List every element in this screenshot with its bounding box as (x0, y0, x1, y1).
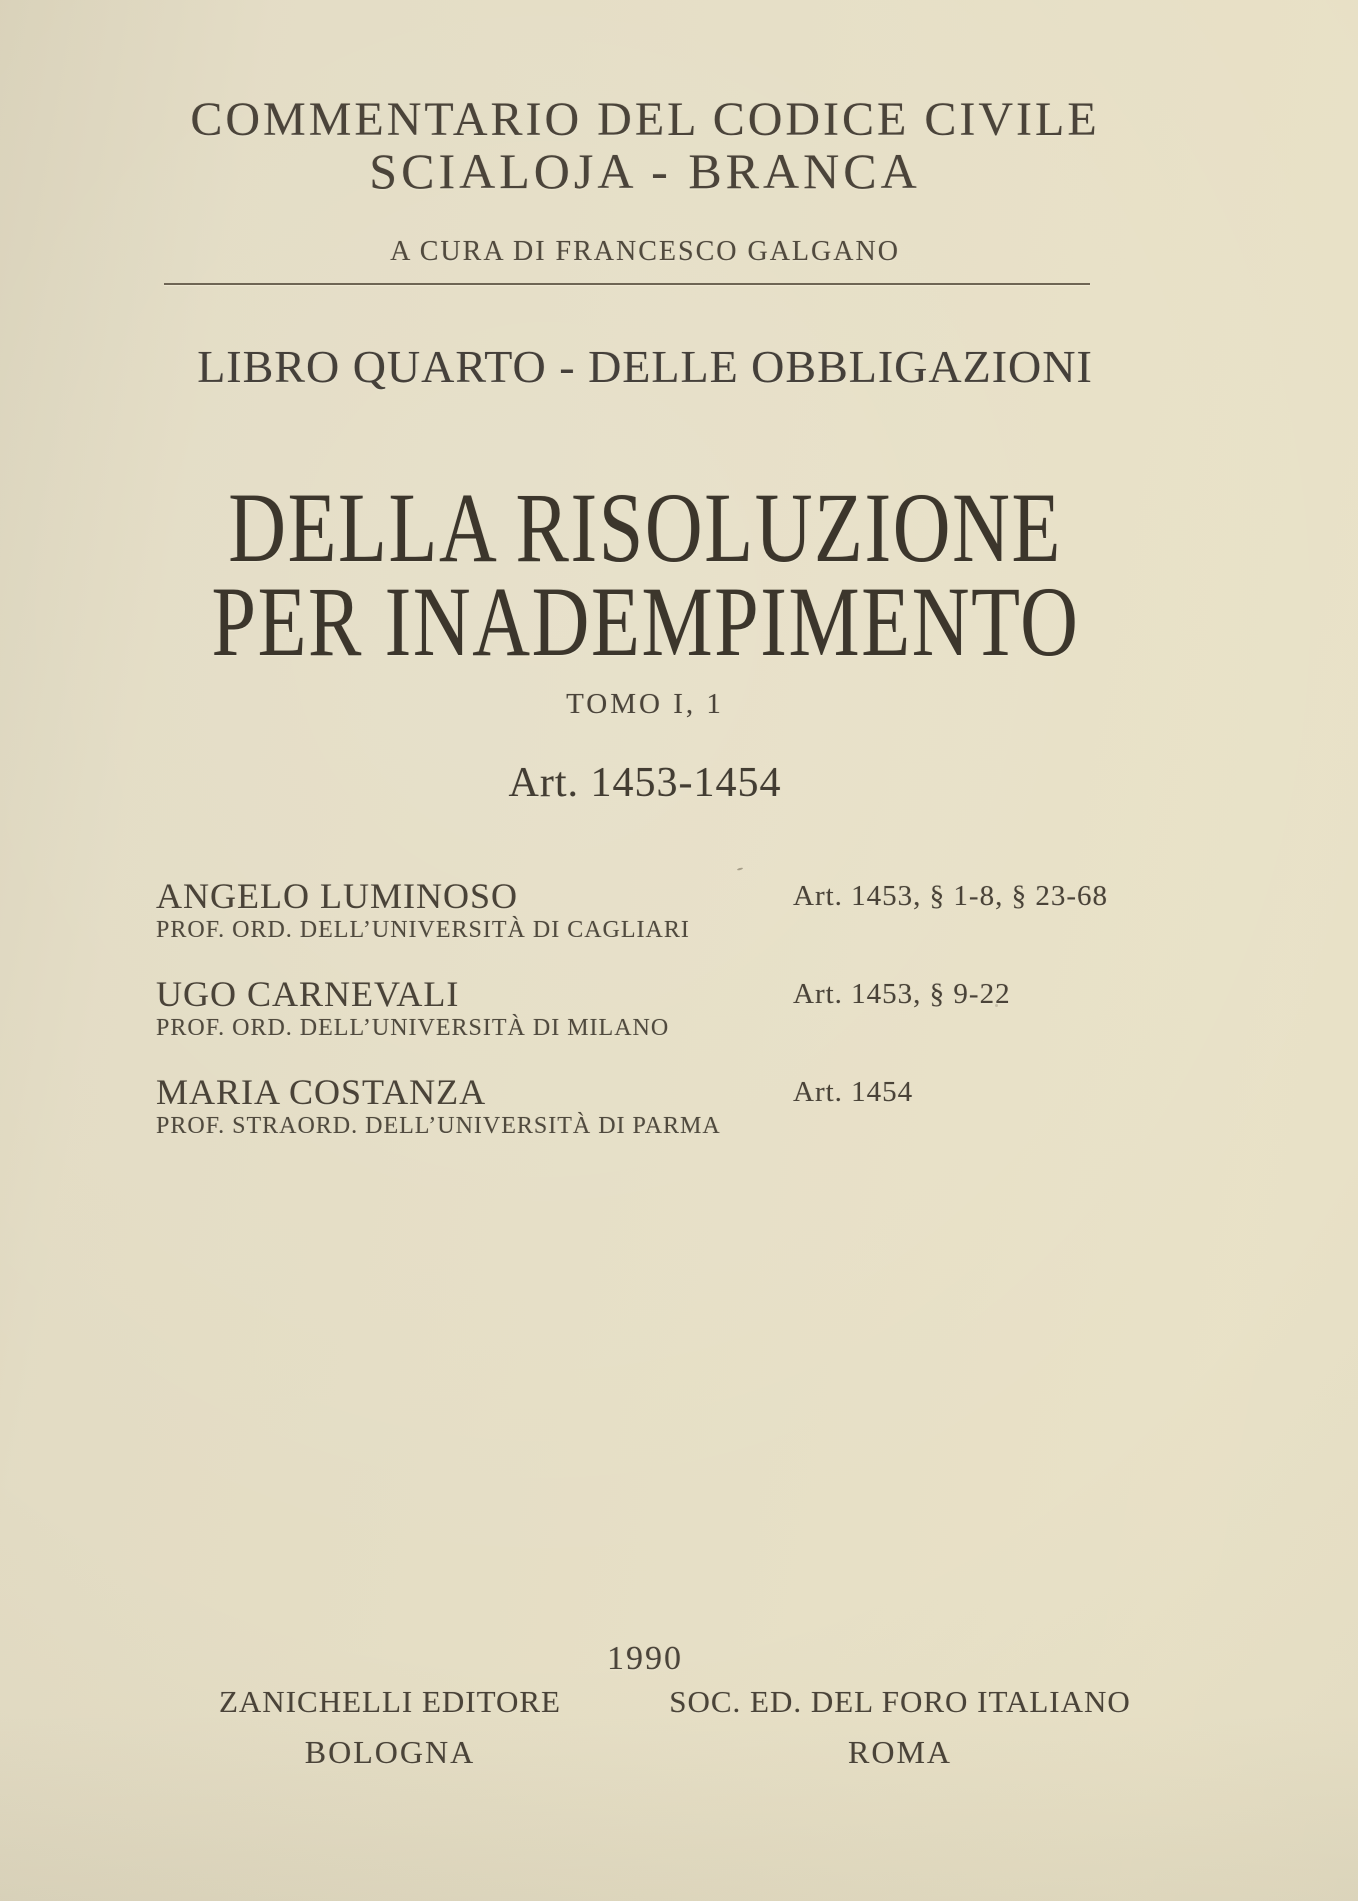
main-title-line2-text: PER INADEMPIMENTO (210, 566, 1079, 677)
publisher-city: BOLOGNA (304, 1734, 476, 1770)
author-articles: Art. 1454 (793, 1076, 914, 1108)
author-affiliation: PROF. ORD. DELL’UNIVERSITÀ DI CAGLIARI (156, 917, 690, 943)
main-title-line2 (0, 566, 1290, 677)
series-curator-line: A CURA DI FRANCESCO GALGANO (390, 236, 900, 267)
publisher-name: ZANICHELLI EDITORE (218, 1684, 561, 1719)
tome-label: TOMO I, 1 (566, 688, 724, 720)
book-part-title: LIBRO QUARTO - DELLE OBBLIGAZIONI (197, 341, 1093, 392)
author-affiliation: PROF. ORD. DELL’UNIVERSITÀ DI MILANO (156, 1015, 670, 1041)
articles-range: Art. 1453-1454 (508, 760, 782, 806)
main-title-line1 (0, 472, 1290, 583)
publication-year: 1990 (607, 1640, 683, 1677)
paper-speck (737, 867, 743, 870)
main-title-line1-text: DELLA RISOLUZIONE (228, 472, 1062, 583)
author-name: MARIA COSTANZA (156, 1072, 487, 1112)
author-articles: Art. 1453, § 9-22 (793, 978, 1011, 1010)
series-title-line1: COMMENTARIO DEL CODICE CIVILE (190, 93, 1100, 146)
paper-speck (995, 1004, 998, 1007)
author-name: UGO CARNEVALI (156, 974, 460, 1014)
author-name: ANGELO LUMINOSO (156, 876, 518, 916)
author-articles: Art. 1453, § 1-8, § 23-68 (793, 880, 1108, 912)
publisher-city: ROMA (847, 1734, 952, 1770)
series-title-line2: SCIALOJA - BRANCA (369, 143, 921, 199)
author-affiliation: PROF. STRAORD. DELL’UNIVERSITÀ DI PARMA (156, 1113, 721, 1139)
publisher-name: SOC. ED. DEL FORO ITALIANO (669, 1684, 1131, 1719)
horizontal-rule (164, 283, 1090, 285)
